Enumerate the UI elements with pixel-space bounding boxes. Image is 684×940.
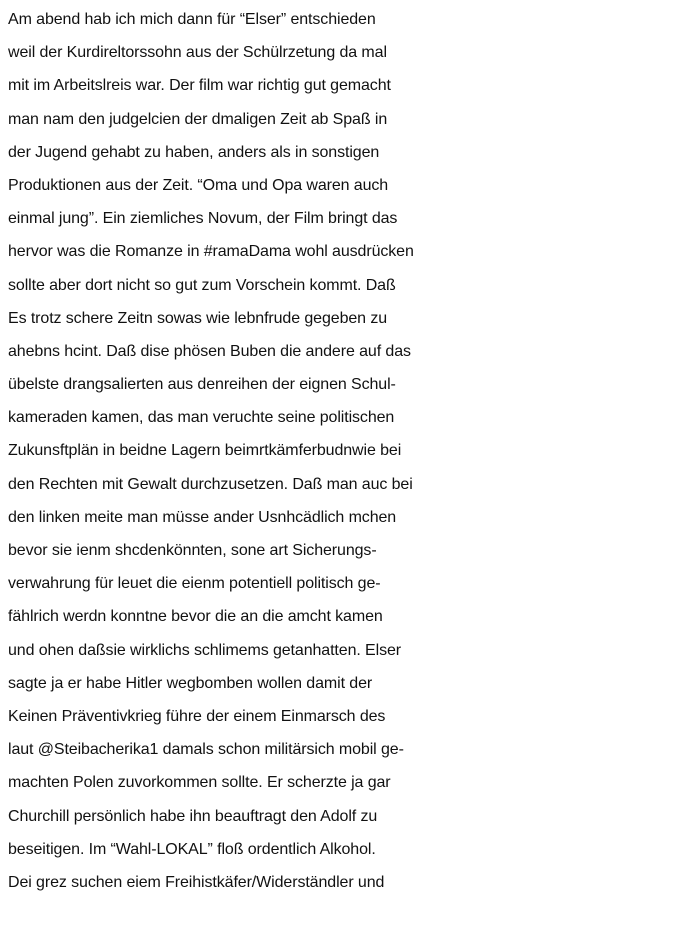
text-line: man nam den judgelcien der dmaligen Zeit ab Spaß in bbox=[8, 110, 388, 128]
text-line: verwahrung für leuet die eienm potentiell politisch ge- bbox=[8, 575, 381, 593]
text-line: bevor sie ienm shcdenkönnten, sone art Sicherungs- bbox=[8, 542, 377, 559]
text-line: machten Polen zuvorkommen sollte. Er scherzte ja gar bbox=[8, 774, 391, 792]
text-line: Zukunsftplän in beidne Lagern beimrtkämferbudnwie bei bbox=[8, 442, 402, 460]
text-line: laut @Steibacherika1 damals schon militärsich mobil ge- bbox=[8, 741, 404, 759]
text-line: kameraden kamen, das man veruchte seine politischen bbox=[8, 409, 395, 427]
text-line: der Jugend gehabt zu haben, anders als in sonstigen bbox=[8, 143, 380, 161]
text-line: weil der Kurdireltorssohn aus der Schülrzetung da mal bbox=[8, 44, 387, 62]
text-line: fählrich werdn konntne bevor die an die amcht kamen bbox=[8, 608, 383, 626]
text-line: den Rechten mit Gewalt durchzusetzen. Daß man auc bei bbox=[8, 475, 413, 493]
text-line: mit im Arbeitslreis war. Der film war richtig gut gemacht bbox=[8, 77, 391, 95]
text-line: hervor was die Romanze in #ramaDama wohl ausdrücken bbox=[8, 243, 414, 261]
body-text bbox=[8, 3, 684, 899]
text-line: Churchill persönlich habe ihn beauftragt den Adolf zu bbox=[8, 807, 378, 825]
text-line: sollte aber dort nicht so gut zum Vorschein kommt. Daß bbox=[8, 276, 396, 294]
text-line: ahebns hcint. Daß dise phösen Buben die andere auf das bbox=[8, 342, 411, 360]
text-line: Dei grez suchen eiem Freihistkäfer/Widerständler und bbox=[8, 873, 385, 891]
text-line: übelste drangsalierten aus denreihen der eignen Schul- bbox=[8, 376, 396, 394]
text-line: beseitigen. Im “Wahl-LOKAL” floß ordentlich Alkohol. bbox=[8, 840, 376, 858]
text-line: Produktionen aus der Zeit. “Oma und Opa waren auch bbox=[8, 176, 389, 194]
text-line: Es trotz schere Zeitn sowas wie lebnfrude gegeben zu bbox=[8, 309, 388, 327]
text-line: Am abend hab ich mich dann für “Elser” entschieden bbox=[8, 11, 376, 28]
text-line: sagte ja er habe Hitler wegbomben wollen damit der bbox=[8, 674, 373, 692]
text-line: und ohen daßsie wirklichs schlimems getanhatten. Elser bbox=[8, 641, 402, 659]
text-line: Keinen Präventivkrieg führe der einem Einmarsch des bbox=[8, 707, 386, 725]
text-line: den linken meite man müsse ander Usnhcädlich mchen bbox=[8, 508, 397, 526]
text-line: einmal jung”. Ein ziemliches Novum, der Film bringt das bbox=[8, 210, 398, 228]
